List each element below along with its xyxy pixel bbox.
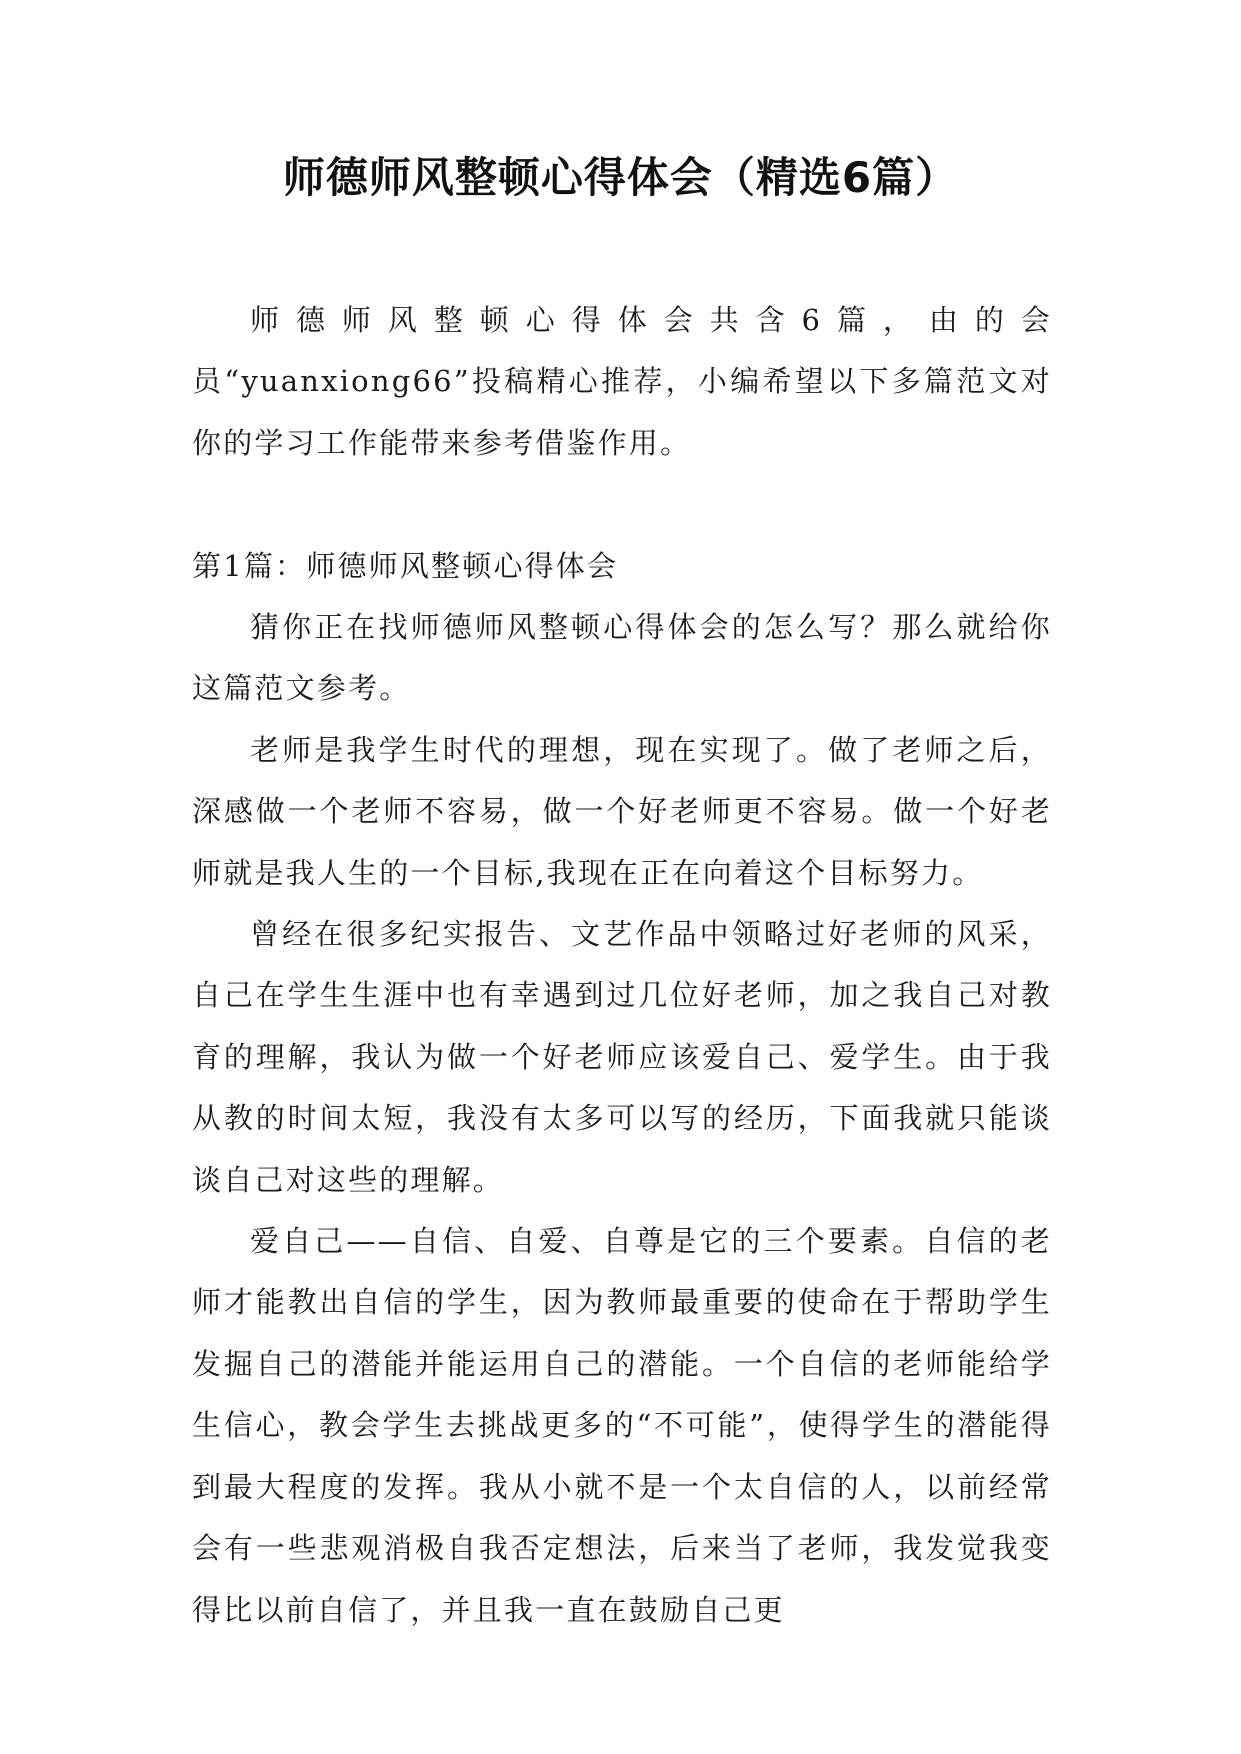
document-title: 师德师风整顿心得体会（精选6篇）	[282, 153, 959, 202]
section-heading: 第1篇：师德师风整顿心得体会	[192, 548, 619, 583]
body-paragraph: 猜你正在找师德师风整顿心得体会的怎么写？那么就给你这篇范文参考。	[192, 610, 1052, 706]
body-paragraph: 爱自己——自信、自爱、自尊是它的三个要素。自信的老师才能教出自信的学生，因为教师最重要的使命在于帮助学生发掘自己的潜能并能运用自己的潜能。一个自信的老师能给学生信心，教会学生去挑战更多的“不可能”，使得学生的潜能得到最大程度的发挥。我从小就不是一个太自信的人，以前经常会有一些悲观消极自我否定想法，后来当了老师，我发觉我变得比以前自信了，并且我一直在鼓励自己更	[192, 1224, 1052, 1627]
body-paragraph: 曾经在很多纪实报告、文艺作品中领略过好老师的风采，自己在学生生涯中也有幸遇到过几位好老师，加之我自己对教育的理解，我认为做一个好老师应该爱自己、爱学生。由于我从教的时间太短，我没有太多可以写的经历，下面我就只能谈谈自己对这些的理解。	[192, 917, 1052, 1197]
intro-paragraph: 师德师风整顿心得体会共含6篇，由的会员“yuanxiong66”投稿精心推荐，小编希望以下多篇范文对你的学习工作能带来参考借鉴作用。	[192, 303, 1052, 460]
document-body	[192, 290, 1052, 1641]
body-paragraph: 老师是我学生时代的理想，现在实现了。做了老师之后，深感做一个老师不容易，做一个好老师更不容易。做一个好老师就是我人生的一个目标,我现在正在向着这个目标努力。	[192, 732, 1052, 890]
